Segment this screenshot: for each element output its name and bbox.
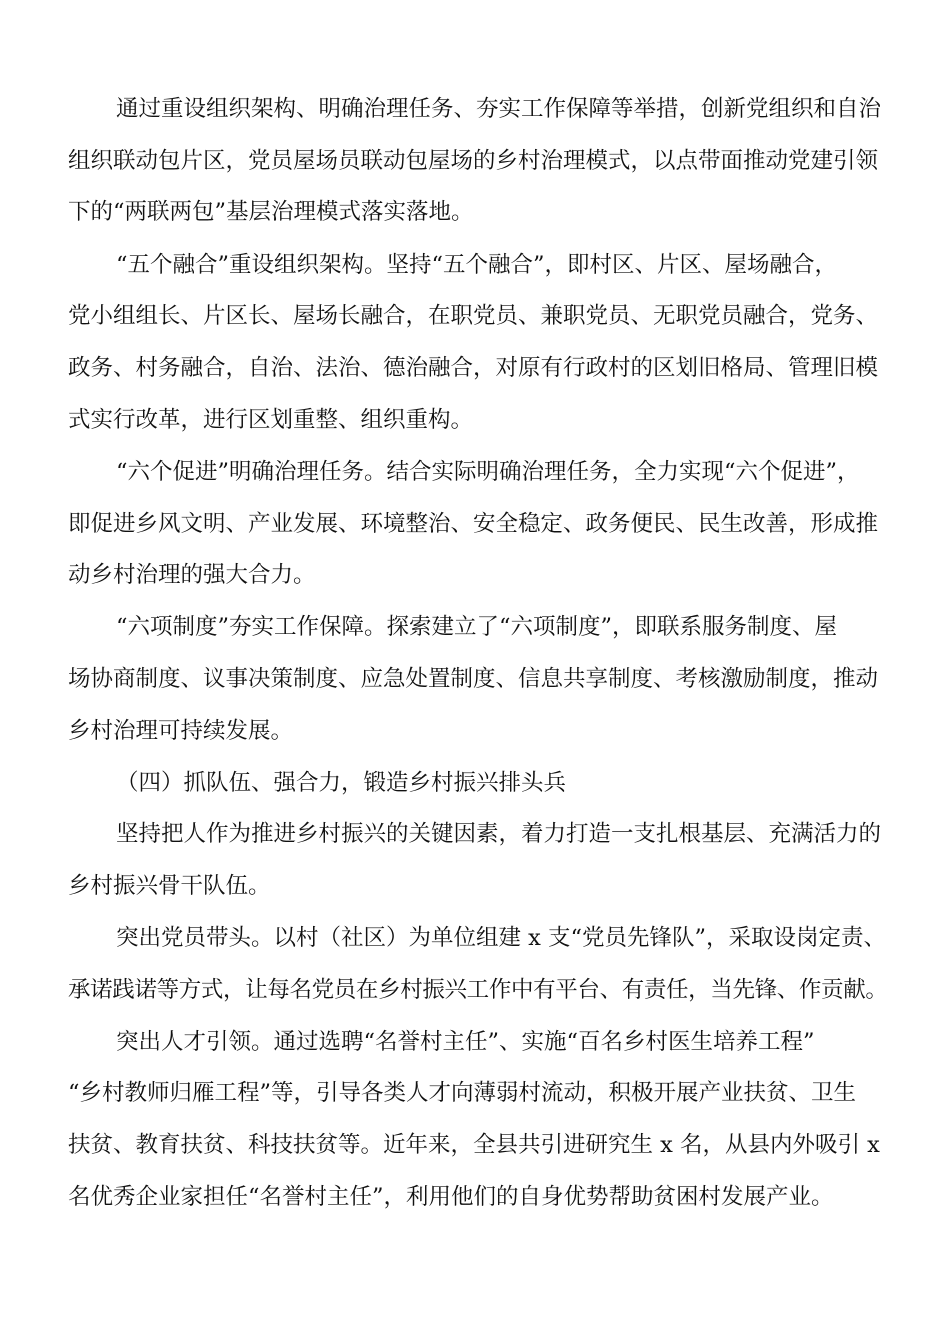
paragraph-5-line-1: 坚持把人作为推进乡村振兴的关键因素，着力打造一支扎根基层、充满活力的	[116, 821, 882, 847]
paragraph-1-line-2: 组织联动包片区，党员屋场员联动包屋场的乡村治理模式，以点带面推动党建引领	[68, 148, 879, 174]
paragraph-7-line-4: 名优秀企业家担任“名誉村主任”，利用他们的自身优势帮助贫困村发展产业。	[68, 1184, 834, 1210]
paragraph-3-line-2: 即促进乡风文明、产业发展、环境整治、安全稳定、政务便民、民生改善，形成推	[68, 511, 879, 537]
paragraph-6-line-1: 突出党员带头。以村（社区）为单位组建 x 支“党员先锋队”，采取设岗定责、	[116, 925, 887, 951]
paragraph-3-line-3: 动乡村治理的强大合力。	[68, 562, 316, 588]
paragraph-7-line-1: 突出人才引领。通过选聘“名誉村主任”、实施“百名乡村医生培养工程”	[116, 1029, 815, 1055]
paragraph-4-line-3: 乡村治理可持续发展。	[68, 718, 294, 744]
paragraph-2-line-3: 政务、村务融合，自治、法治、德治融合，对原有行政村的区划旧格局、管理旧模	[68, 355, 879, 381]
paragraph-5-line-2: 乡村振兴骨干队伍。	[68, 873, 271, 899]
paragraph-7-line-2: “乡村教师归雁工程”等，引导各类人才向薄弱村流动，积极开展产业扶贫、卫生	[68, 1080, 857, 1106]
paragraph-2-line-2: 党小组组长、片区长、屋场长融合，在职党员、兼职党员、无职党员融合，党务、	[68, 303, 879, 329]
paragraph-4-line-2: 场协商制度、议事决策制度、应急处置制度、信息共享制度、考核激励制度，推动	[68, 666, 879, 692]
section-heading: （四）抓队伍、强合力，锻造乡村振兴排头兵	[116, 770, 567, 796]
paragraph-6-line-2: 承诺践诺等方式，让每名党员在乡村振兴工作中有平台、有责任，当先锋、作贡献。	[68, 977, 888, 1003]
paragraph-3-line-1: “六个促进”明确治理任务。结合实际明确治理任务，全力实现“六个促进”，	[116, 459, 860, 485]
paragraph-2-line-4: 式实行改革，进行区划重整、组织重构。	[68, 407, 474, 433]
paragraph-4-line-1: “六项制度”夯实工作保障。探索建立了“六项制度”，即联系服务制度、屋	[116, 614, 838, 640]
paragraph-7-line-3: 扶贫、教育扶贫、科技扶贫等。近年来，全县共引进研究生 x 名，从县内外吸引 x	[68, 1132, 880, 1158]
paragraph-2-line-1: “五个融合”重设组织架构。坚持“五个融合”，即村区、片区、屋场融合，	[116, 252, 838, 278]
paragraph-1-line-1: 通过重设组织架构、明确治理任务、夯实工作保障等举措，创新党组织和自治	[116, 96, 882, 122]
paragraph-1-line-3: 下的“两联两包”基层治理模式落实落地。	[68, 199, 474, 225]
